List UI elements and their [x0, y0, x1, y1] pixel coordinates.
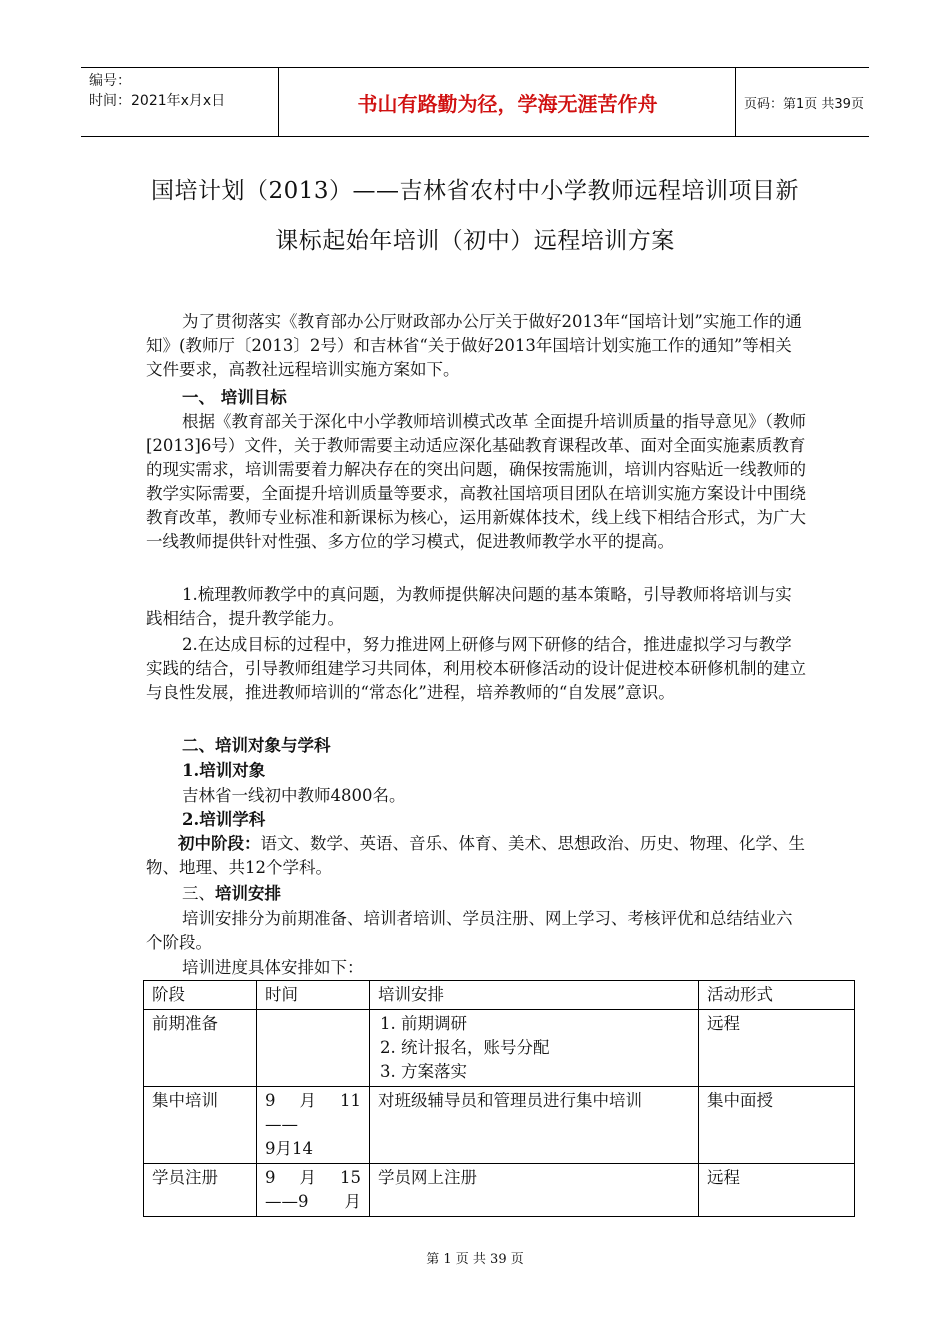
header-page-info: 页码：第1页 共39页	[744, 96, 864, 112]
time-part: ——9	[265, 1192, 309, 1211]
doc-title-line1: 国培计划（2013）——吉林省农村中小学教师远程培训项目新	[150, 178, 800, 204]
section3-prefix: 三、	[182, 884, 215, 903]
time-part: 月	[299, 1168, 316, 1187]
header-cell-stage: 阶段	[144, 981, 257, 1010]
plan-cell: 对班级辅导员和管理员进行集中培训	[370, 1087, 699, 1164]
time-part: 9月14	[265, 1139, 313, 1158]
page-footer: 第 1 页 共 39 页	[426, 1252, 524, 1267]
section1-body: 根据《教育部关于深化中小学教师培训模式改革 全面提升培训质量的指导意见》（教师[2013]6号）文件，关于教师需要主动适应深化基础教育课程改革、面对全面实施素质教育的现实需求，培训需要着力解决存在的突出问题，确保按需施训，培训内容贴近一线教师的教学实际需要，全面提升培训质量等要求，高教社国培项目团队在培训实施方案设计中围绕教育改革，教师专业标准和新课标为核心，运用新媒体技术，线上线下相结合形式，为广大一线教师提供针对性强、多方位的学习模式，促进教师教学水平的提高。	[146, 412, 806, 551]
table-header-row	[144, 981, 855, 1010]
form-cell: 远程	[699, 1010, 855, 1087]
table-row	[144, 1010, 855, 1087]
form-cell: 远程	[699, 1164, 855, 1217]
time-line	[265, 1089, 361, 1113]
schedule-intro: 培训进度具体安排如下：	[182, 958, 364, 977]
time-cell	[257, 1164, 370, 1217]
form-cell: 集中面授	[699, 1087, 855, 1164]
document-header	[81, 67, 869, 137]
time-part: ——	[265, 1115, 298, 1134]
time-part: 月	[299, 1091, 316, 1110]
stage-cell: 学员注册	[144, 1164, 257, 1217]
section2-heading: 二、培训对象与学科	[182, 736, 331, 755]
section1-heading: 一、 培训目标	[182, 388, 287, 407]
section3-title: 培训安排	[215, 884, 281, 903]
table-row	[144, 1087, 855, 1164]
header-motto: 书山有路勤为径，学海无涯苦作舟	[280, 68, 736, 136]
time-cell	[257, 1087, 370, 1164]
subject-heading: 2.培训学科	[182, 810, 266, 829]
target-heading: 1.培训对象	[182, 761, 266, 780]
header-meta	[81, 68, 279, 136]
time-part: 11	[340, 1091, 361, 1110]
time-part: 月	[344, 1192, 361, 1211]
stage-cell: 前期准备	[144, 1010, 257, 1087]
time-cell	[257, 1010, 370, 1087]
plan-cell: 学员网上注册	[370, 1164, 699, 1217]
time-part: 15	[340, 1168, 361, 1187]
doc-title-line2: 课标起始年培训（初中）远程培训方案	[275, 228, 675, 254]
plan-cell	[370, 1010, 699, 1087]
plan-item: 1. 前期调研	[380, 1014, 467, 1033]
plan-item: 3. 方案落实	[380, 1062, 467, 1081]
subject-paragraph	[146, 832, 806, 880]
time-line	[265, 1166, 361, 1190]
section3-heading	[146, 882, 842, 906]
time-label: 时间：2021年x月x日	[89, 93, 226, 109]
table-row	[144, 1164, 855, 1217]
header-cell-plan: 培训安排	[370, 981, 699, 1010]
number-label: 编号：	[89, 73, 131, 89]
goal-1: 1.梳理教师教学中的真问题，为教师提供解决问题的基本策略，引导教师将培训与实践相结合，提升教学能力。	[146, 585, 792, 628]
time-line	[265, 1190, 361, 1214]
header-cell-time: 时间	[257, 981, 370, 1010]
arrangement-body: 培训安排分为前期准备、培训者培训、学员注册、网上学习、考核评优和总结结业六个阶段。	[146, 909, 793, 952]
subject-label: 初中阶段：	[178, 834, 261, 853]
plan-item: 2. 统计报名，账号分配	[380, 1038, 550, 1057]
schedule-table	[143, 980, 855, 1217]
time-part: 9	[265, 1091, 276, 1110]
stage-cell: 集中培训	[144, 1087, 257, 1164]
target-body: 吉林省一线初中教师4800名。	[182, 786, 406, 805]
time-part: 9	[265, 1168, 276, 1187]
header-cell-form: 活动形式	[699, 981, 855, 1010]
intro-paragraph: 为了贯彻落实《教育部办公厅财政部办公厅关于做好2013年“国培计划”实施工作的通知》(教师厅〔2013〕2号）和吉林省“关于做好2013年国培计划实施工作的通知”等相关文件要求，高教社远程培训实施方案如下。	[146, 312, 802, 379]
subject-body: 语文、数学、英语、音乐、体育、美术、思想政治、历史、物理、化学、生物、地理、共12个学科。	[146, 834, 805, 877]
goal-2: 2.在达成目标的过程中，努力推进网上研修与网下研修的结合，推进虚拟学习与教学实践的结合，引导教师组建学习共同体，利用校本研修活动的设计促进校本研修机制的建立与良性发展，推进教师培训的“常态化”进程，培养教师的“自发展”意识。	[146, 635, 806, 702]
